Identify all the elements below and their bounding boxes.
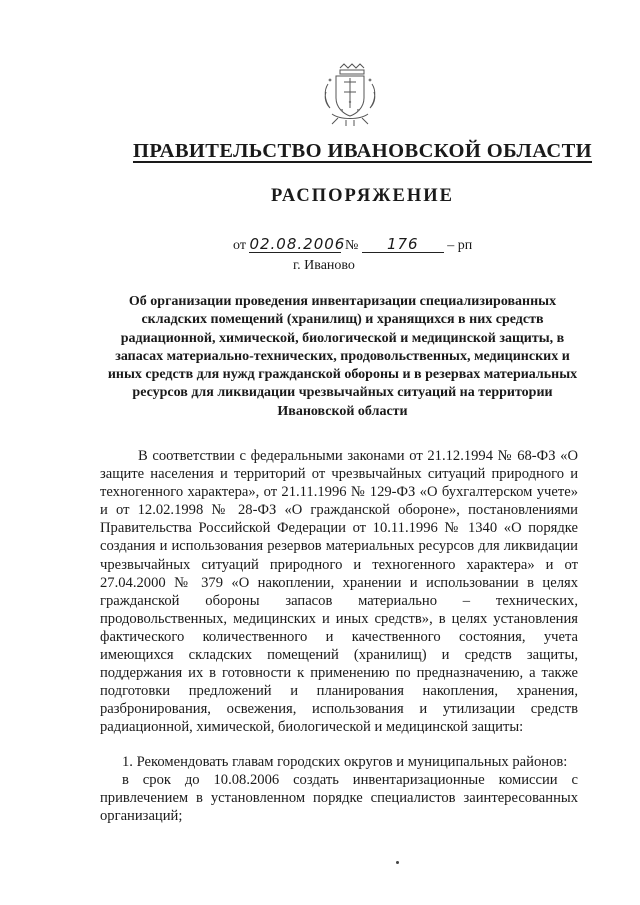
item-1-subparagraph: в срок до 10.08.2006 создать инвентаризационные комиссии с привлечением в установленном порядке специалистов заинтересованных организаций; (100, 771, 578, 824)
document-type: РАСПОРЯЖЕНИЕ (270, 186, 454, 206)
document-body (100, 447, 578, 825)
number-suffix: – рп (447, 238, 473, 253)
handwritten-number: 176 (362, 236, 444, 253)
city-line: г. Иваново (293, 258, 355, 273)
coat-of-arms-icon (318, 62, 382, 128)
date-prefix: от (233, 238, 246, 253)
item-1-paragraph: 1. Рекомендовать главам городских округов и муниципальных районов: (122, 753, 568, 770)
preamble-paragraph: В соответствии с федеральными законами от 21.12.1994 № 68-ФЗ «О защите населения и территорий от чрезвычайных ситуаций природного и техногенного характера», от 21.11.1996 № 129-ФЗ «О бухгалтерском учете» и от 12.02.1998 № 28-ФЗ «О гражданской обороне», постановлениями Правительства Российской Федерации от 10.11.1996 № 1340 «О порядке создания и использования резервов материальных ресурсов для ликвидации чрезвычайных ситуаций природного и техногенного характера» и от 27.04.2000 № 379 «О накоплении, хранении и использовании в целях гражданской обороны запасов материально – технических, продовольственных, медицинских и иных средств», в целях установления фактического количественного и качественного состояния, учета имеющихся складских помещений (хранилищ) и средств защиты, поддержания их в готовности к применению по предназначению, а также подготовки предложений и планирования накопления, хранения, разбронирования, освежения, использования и утилизации средств радиационной, химической, биологической и медицинской защиты: (100, 448, 578, 736)
document-title: Об организации проведения инвентаризации специализированных складских помещений (хранилищ) и хранящихся в них средств радиационной, химической, биологической и медицинской защиты, в запасах материально-технических, продовольственных, медицинских и иных средств для нужд гражданской обороны и в резервах материальных ресурсов для ликвидации чрезвычайных ситуаций на территории Ивановской области (107, 294, 578, 419)
scan-speck (396, 861, 399, 864)
date-number-line (233, 236, 593, 254)
government-heading (0, 140, 640, 163)
handwritten-date: 02.08.2006 (249, 235, 346, 253)
document-type-heading (0, 186, 640, 207)
number-sign: № (344, 238, 359, 253)
government-name: ПРАВИТЕЛЬСТВО ИВАНОВСКОЙ ОБЛАСТИ (132, 140, 593, 162)
